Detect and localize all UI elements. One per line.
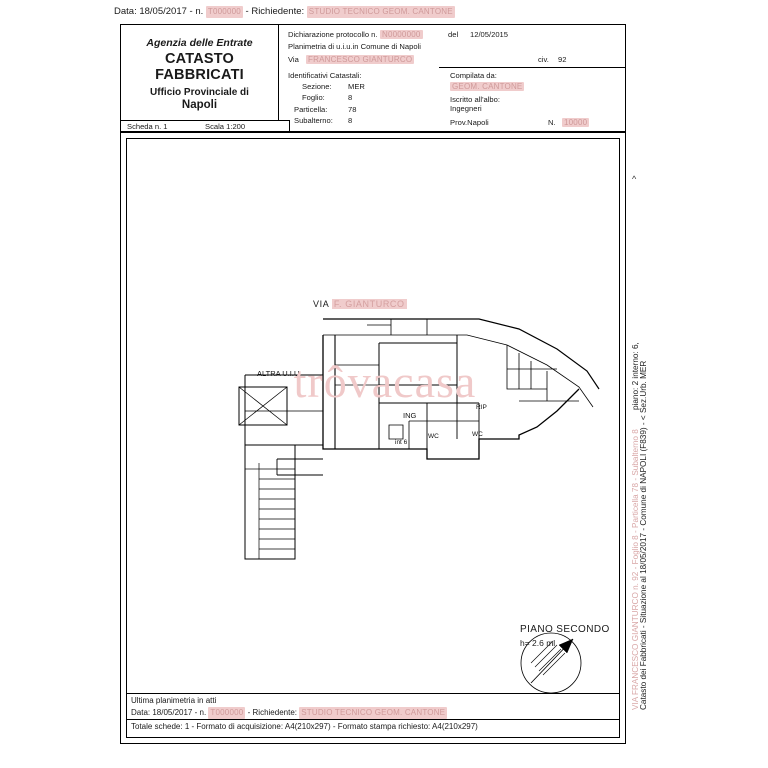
street-name-redacted: F. GIANTURCO: [333, 299, 405, 309]
top-protocol-redacted: T000000: [207, 7, 241, 16]
caret-icon: ^: [632, 174, 637, 184]
frame-footer: [127, 693, 619, 737]
top-requester-redacted: STUDIO TECNICO GEOM. CANTONE: [308, 7, 453, 16]
particella-value: 78: [348, 105, 357, 114]
agency-block: [121, 25, 279, 131]
last-planimetry-note: Ultima planimetria in atti: [131, 696, 217, 705]
top-requester-label: - Richiedente:: [245, 6, 305, 17]
address-label: Via: [288, 55, 299, 64]
footer-protocol-redacted: T000000: [210, 708, 244, 717]
address-redacted: FRANCESCO GIANTURCO: [308, 55, 413, 64]
footer-date-line: [131, 707, 447, 719]
room-label-rip: RIP: [476, 404, 487, 411]
agency-line-3: Ufficio Provinciale di: [150, 87, 249, 98]
floor-note: [520, 624, 610, 648]
scheda-number: Scheda n. 1: [127, 122, 168, 131]
footer-date-label: Data: 18/05/2017 - n.: [131, 708, 207, 717]
sezione-value: MER: [348, 82, 365, 91]
civ-label: civ.: [538, 55, 549, 64]
footer-totals: Totale schede: 1 - Formato di acquisizione: A4(210x297) - Formato stampa richiesto: A4(210x297): [131, 722, 478, 731]
street-prefix: VIA: [313, 299, 329, 309]
floor-height: h= 2.6 ml: [520, 638, 556, 648]
civ-value: 92: [558, 55, 567, 64]
compiled-by-label: Compilata da:: [450, 71, 497, 80]
header-box: [120, 24, 626, 132]
declaration-protocol-redacted: N0000000: [382, 30, 421, 39]
scala-label: Scala 1:200: [205, 122, 246, 131]
agency-line-1: Agenzia delle Entrate: [146, 37, 253, 49]
side-annotation: [630, 150, 648, 730]
footer-requester-redacted: STUDIO TECNICO GEOM. CANTONE: [301, 708, 446, 717]
prov-label: Prov.Napoli: [450, 118, 489, 127]
room-label-int6: int 6: [395, 439, 408, 446]
scheda-bar: [120, 120, 290, 132]
particella-label: Particella:: [294, 105, 328, 114]
planimetry-frame: [120, 132, 626, 744]
watermark: trôvacasa: [293, 356, 477, 407]
albo-value: Ingegneri: [450, 104, 482, 113]
side-text-line-2-rest: piano: 2 interno: 6,: [631, 342, 640, 410]
floor-title: PIANO SECONDO: [520, 624, 610, 635]
header-divider: [439, 67, 625, 68]
footer-requester-label: - Richiedente:: [247, 708, 297, 717]
declaration-date: 12/05/2015: [470, 30, 509, 39]
n-redacted: 10000: [564, 118, 588, 127]
planimetry-line: Planimetria di u.i.u.in Comune di Napoli: [288, 42, 421, 51]
n-label: N.: [548, 118, 556, 127]
side-text-line-1: Catasto dei Fabbricati - Situazione al 18/05/2017 - Comune di NAPOLI (F839) - < Sez.Urb. MER: [639, 360, 648, 710]
planimetry-inner-frame: [126, 138, 620, 738]
room-label-ing: ING: [403, 411, 417, 420]
cadastral-title: Identificativi Catastali:: [288, 71, 362, 80]
compiled-by-redacted: GEOM. CANTONE: [452, 82, 523, 91]
top-date-label: Data: 18/05/2017 - n.: [114, 6, 204, 17]
floor-plan-drawing: [127, 139, 623, 705]
subalterno-label: Subalterno:: [294, 116, 333, 125]
side-text-line-2-redacted: VIA FRANCESCO GIANTURCO n. 92 - Foglio 8 - Particella 78 - Subalterno 8: [631, 429, 640, 710]
sezione-label: Sezione:: [302, 82, 332, 91]
room-label-wc-2: WC: [428, 433, 439, 440]
declaration-del-label: del: [448, 30, 459, 39]
foglio-label: Foglio:: [302, 93, 325, 102]
subalterno-value: 8: [348, 116, 353, 125]
agency-line-2: CATASTO FABBRICATI: [155, 51, 244, 83]
declaration-label: Dichiarazione protocollo n.: [288, 30, 378, 39]
room-label-wc-1: WC: [472, 431, 483, 438]
header-fields: [280, 25, 625, 131]
top-meta-line: [114, 6, 634, 18]
foglio-value: 8: [348, 93, 353, 102]
agency-line-4: Napoli: [181, 99, 218, 111]
footer-divider: [127, 719, 619, 720]
room-label-altra-uiu: ALTRA U.I.U.: [257, 369, 302, 378]
albo-label: Iscritto all'albo:: [450, 95, 500, 104]
